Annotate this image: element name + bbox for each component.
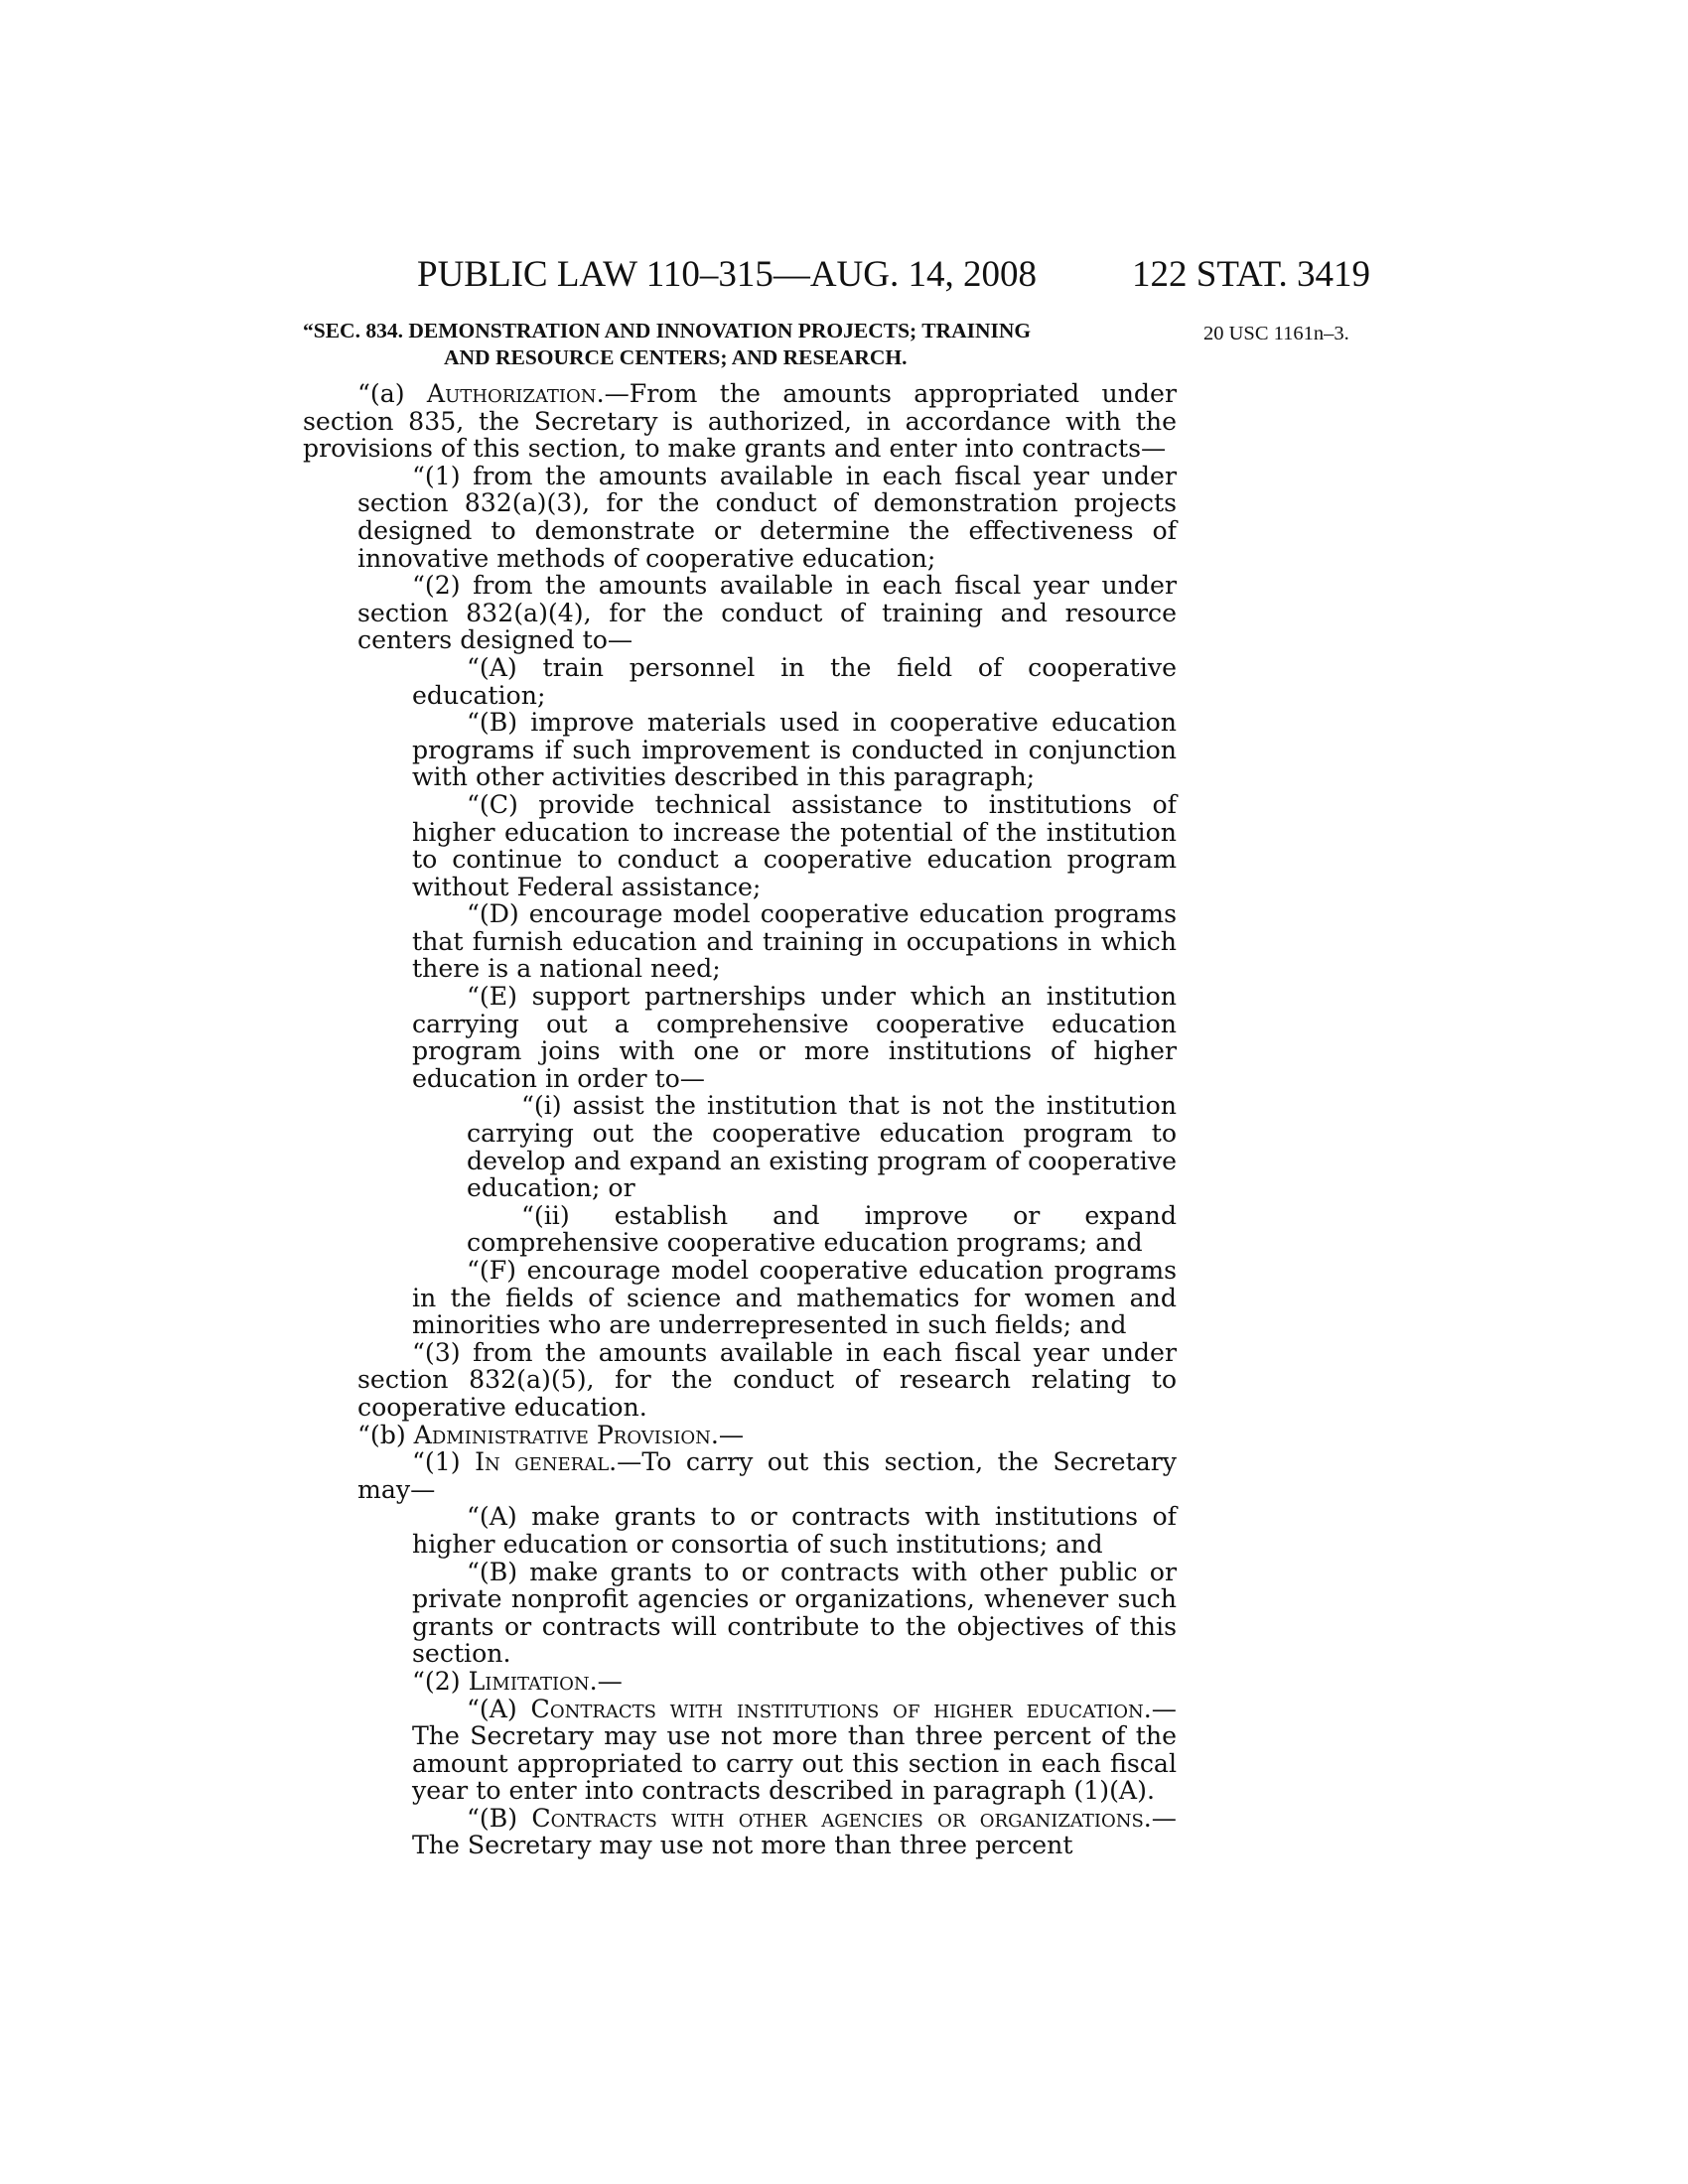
paragraph-3: “(3) from the amounts available in each fiscal year under section 832(a)(5), for the conduct of research relating to cooperative education. xyxy=(357,1337,1177,1422)
subparagraph-b: “(B) improve materials used in cooperative education programs if such improvement is conducted in conjunction with other activities described in this paragraph; xyxy=(412,708,1177,792)
paragraph-heading: In general xyxy=(475,1447,610,1477)
section-body xyxy=(303,380,1177,1859)
statute-page-number: 122 STAT. 3419 xyxy=(1132,254,1370,295)
subparagraph-b-2-a: “(A) Contracts with institutions of higher education.—The Secretary may use not more than three percent of the amount appropriated to carry out this section in each fiscal year to enter into contracts described in paragraph (1)(A). xyxy=(412,1694,1177,1806)
subparagraph-b-1-a: “(A) make grants to or contracts with institutions of higher education or consortia of such institutions; and xyxy=(412,1502,1177,1559)
subparagraph-e: “(E) support partnerships under which an institution carrying out a comprehensive cooperative education program joins with one or more institutions of higher education in order to— xyxy=(412,982,1177,1093)
subsection-a: “(a) Authorization.—From the amounts appropriated under section 835, the Secretary is authorized, in accordance with the provisions of this section, to make grants and enter into contracts— xyxy=(303,379,1177,464)
paragraph-heading: Limitation xyxy=(468,1666,590,1696)
usc-margin-note: 20 USC 1161n–3. xyxy=(1203,323,1349,344)
subparagraph-b-2-b: “(B) Contracts with other agencies or organizations.—The Secretary may use not more than three percent xyxy=(412,1803,1177,1860)
subsection-b: “(b) Administrative Provision.— xyxy=(357,1420,745,1449)
subparagraph-heading: Contracts with institutions of higher education xyxy=(530,1694,1144,1723)
section-heading-line-1: “SEC. 834. DEMONSTRATION AND INNOVATION PROJECTS; TRAINING xyxy=(303,319,1032,342)
paragraph-1: “(1) from the amounts available in each fiscal year under section 832(a)(3), for the conduct of demonstration projects designed to demonstrate or determine the effectiveness of innovative methods of cooperative education; xyxy=(357,461,1177,573)
subparagraph-d: “(D) encourage model cooperative education programs that furnish education and training in occupations in which there is a national need; xyxy=(412,899,1177,984)
paragraph-b-1: “(1) In general.—To carry out this section, the Secretary may— xyxy=(357,1447,1177,1504)
clause-i: “(i) assist the institution that is not the institution carrying out the cooperative education program to develop and expand an existing program of cooperative education; or xyxy=(467,1091,1177,1203)
public-law-citation: PUBLIC LAW 110–315—AUG. 14, 2008 xyxy=(417,254,1037,295)
subparagraph-b-1-b: “(B) make grants to or contracts with other public or private nonprofit agencies or organizations, whenever such grants or contracts will contribute to the objectives of this section. xyxy=(412,1557,1177,1669)
subparagraph-a: “(A) train personnel in the field of cooperative education; xyxy=(412,652,1177,710)
paragraph-2: “(2) from the amounts available in each fiscal year under section 832(a)(4), for the conduct of training and resource centers designed to— xyxy=(357,571,1177,655)
section-heading xyxy=(303,318,1177,371)
subsection-heading: Administrative Provision xyxy=(413,1420,711,1449)
subparagraph-f: “(F) encourage model cooperative education programs in the fields of science and mathematics for women and minorities who are underrepresented in such fields; and xyxy=(412,1256,1177,1340)
clause-ii: “(ii) establish and improve or expand comprehensive cooperative education programs; and xyxy=(467,1200,1177,1258)
subsection-heading: Authorization xyxy=(426,379,597,408)
section-heading-line-2: AND RESOURCE CENTERS; AND RESEARCH. xyxy=(444,345,908,369)
subparagraph-heading: Contracts with other agencies or organizations xyxy=(531,1803,1144,1833)
running-header xyxy=(298,250,1370,300)
subparagraph-c: “(C) provide technical assistance to institutions of higher education to increase the potential of the institution to continue to conduct a cooperative education program without Federal assistance; xyxy=(412,789,1177,901)
paragraph-b-2: “(2) Limitation.— xyxy=(412,1666,623,1696)
